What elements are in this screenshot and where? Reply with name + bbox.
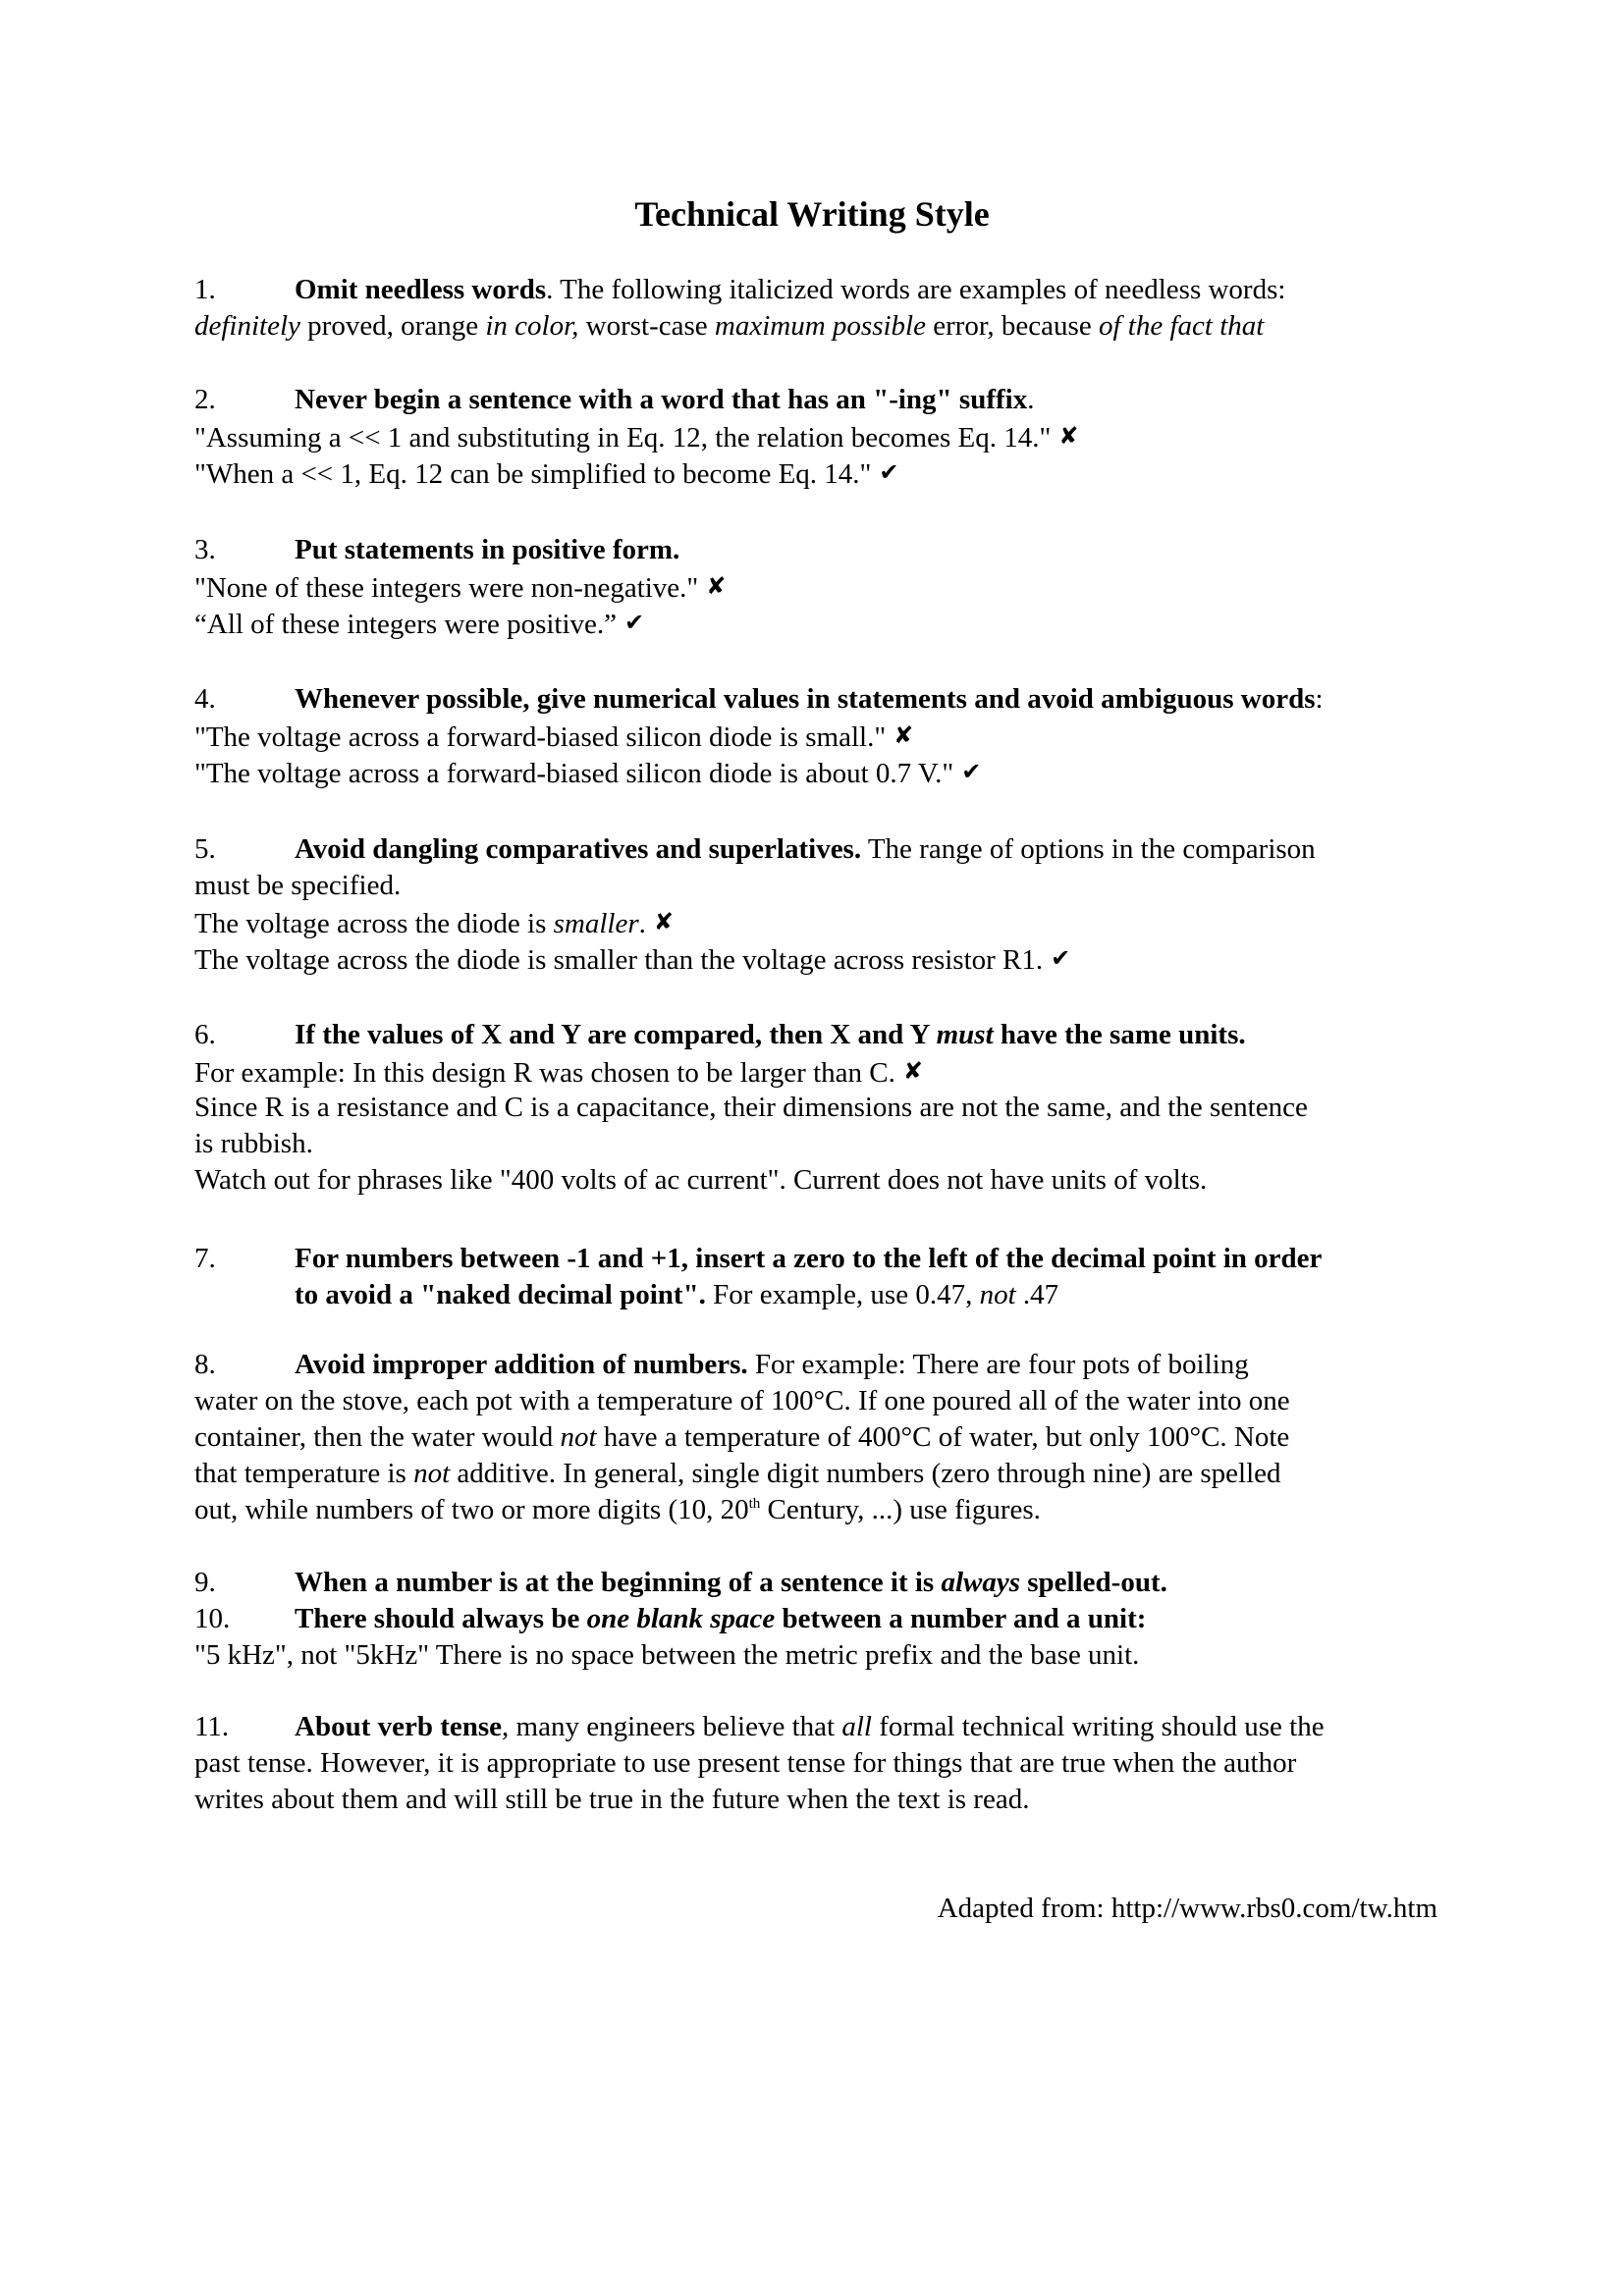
check-icon: ✔	[961, 758, 982, 785]
rule-item-11	[194, 1709, 1434, 1818]
good-example: The voltage across the diode is smaller than the voltage across resistor R1.	[194, 944, 1044, 976]
cross-icon: ✘	[893, 721, 914, 749]
example-text: .	[638, 908, 646, 939]
rule-text: .	[1027, 384, 1035, 415]
rule-text: additive. In general, single digit numbers (zero through nine) are spelled	[450, 1458, 1281, 1489]
rule-text: .47	[1015, 1279, 1059, 1310]
item-number: 4.	[194, 683, 216, 715]
rule-item-3	[194, 532, 1434, 641]
rule-text: container, then the water would	[194, 1421, 561, 1453]
rule-item-8	[194, 1347, 1434, 1528]
heading-italic: always	[941, 1567, 1021, 1598]
rule-text: must be specified.	[194, 870, 402, 901]
heading-text: between a number and a unit:	[775, 1603, 1147, 1634]
good-example: “All of these integers were positive.”	[194, 609, 618, 640]
heading-text: have the same units.	[993, 1019, 1246, 1050]
bad-example	[194, 908, 646, 939]
check-icon: ✔	[624, 609, 645, 636]
heading-text: When a number is at the beginning of a sentence it is	[295, 1567, 942, 1598]
check-icon: ✔	[879, 458, 899, 486]
item-number: 9.	[194, 1567, 216, 1598]
bad-example: "None of these integers were non-negative."	[194, 572, 699, 604]
heading-text: If the values of X and Y are compared, then X and Y	[295, 1019, 937, 1050]
rule-heading: Omit needless words	[295, 274, 547, 305]
rule-text: worst-case	[578, 310, 715, 342]
item-number: 11.	[194, 1711, 230, 1742]
rule-text: Century, ...) use figures.	[760, 1494, 1041, 1525]
item-number: 3.	[194, 534, 216, 565]
rule-text: The range of options in the comparison	[861, 833, 1316, 865]
example-italic: smaller	[553, 908, 639, 939]
cross-icon: ✘	[902, 1057, 923, 1085]
heading-italic: must	[936, 1019, 994, 1050]
check-icon: ✔	[1051, 944, 1071, 972]
cross-icon: ✘	[1058, 422, 1079, 450]
rule-item-4	[194, 681, 1434, 790]
heading-text: spelled-out.	[1020, 1567, 1167, 1598]
rule-heading: Never begin a sentence with a word that has an "-ing" suffix	[295, 384, 1028, 415]
rule-text: have a temperature of 400°C of water, but only 100°C. Note	[596, 1421, 1290, 1453]
rule-text: "5 kHz", not "5kHz" There is no space between the metric prefix and the base unit.	[194, 1639, 1140, 1671]
rule-item-9	[194, 1565, 1434, 1601]
source-attribution: Adapted from: http://www.rbs0.com/tw.htm	[937, 1893, 1437, 1924]
cross-icon: ✘	[706, 572, 727, 600]
good-example: "The voltage across a forward-biased silicon diode is about 0.7 V."	[194, 758, 954, 789]
good-example: "When a << 1, Eq. 12 can be simplified to become Eq. 14."	[194, 458, 872, 490]
rule-heading: About verb tense	[295, 1711, 503, 1742]
cross-icon: ✘	[653, 908, 674, 935]
item-number: 8.	[194, 1349, 216, 1380]
rule-heading: Whenever possible, give numerical values in statements and avoid ambiguous words	[295, 683, 1316, 715]
rule-italic: not	[413, 1458, 451, 1489]
bad-example: "The voltage across a forward-biased silicon diode is small."	[194, 721, 887, 753]
rule-text: For example, use 0.47,	[705, 1279, 980, 1310]
rule-item-10	[194, 1601, 1434, 1674]
rule-text: error, because	[926, 310, 1099, 342]
rule-text: . The following italicized words are examples of needless words:	[546, 274, 1286, 305]
needless-word: maximum possible	[714, 310, 926, 342]
page-title: Technical Writing Style	[634, 194, 990, 234]
rule-text: is rubbish.	[194, 1128, 313, 1159]
needless-word: definitely	[194, 310, 300, 342]
rule-text: For example: There are four pots of boiling	[747, 1349, 1249, 1380]
heading-italic: one blank space	[586, 1603, 776, 1634]
rule-text: writes about them and will still be true in the future when the text is read.	[194, 1784, 1030, 1815]
rule-heading: to avoid a "naked decimal point".	[295, 1279, 706, 1310]
rule-text: , many engineers believe that	[502, 1711, 842, 1742]
rule-heading	[295, 1567, 1167, 1598]
rule-text: formal technical writing should use the	[871, 1711, 1325, 1742]
bad-example: "Assuming a << 1 and substituting in Eq. 12, the relation becomes Eq. 14."	[194, 422, 1052, 454]
rule-item-2	[194, 382, 1434, 491]
needless-word: in color,	[485, 310, 579, 342]
rule-heading	[295, 1019, 1246, 1050]
item-number: 10.	[194, 1603, 231, 1634]
rule-italic: not	[979, 1279, 1016, 1310]
rule-heading: Put statements in positive form.	[295, 534, 680, 565]
rule-text: proved, orange	[299, 310, 486, 342]
rule-heading: Avoid improper addition of numbers.	[295, 1349, 748, 1380]
needless-word: of the fact that	[1098, 310, 1265, 342]
rule-heading: For numbers between -1 and +1, insert a zero to the left of the decimal point in order	[295, 1243, 1323, 1274]
rule-text: past tense. However, it is appropriate to use present tense for things that are true when the author	[194, 1747, 1297, 1779]
bad-example: For example: In this design R was chosen to be larger than C.	[194, 1057, 895, 1089]
rule-heading	[295, 1603, 1146, 1634]
item-number: 6.	[194, 1019, 216, 1050]
rule-heading: Avoid dangling comparatives and superlatives.	[295, 833, 862, 865]
rule-item-1	[194, 272, 1434, 345]
rule-item-5	[194, 831, 1434, 977]
item-number: 1.	[194, 274, 216, 305]
rule-italic: all	[841, 1711, 872, 1742]
heading-text: There should always be	[295, 1603, 587, 1634]
rule-text: :	[1315, 683, 1324, 715]
example-text: The voltage across the diode is	[194, 908, 554, 939]
item-number: 7.	[194, 1243, 216, 1274]
rule-item-7	[194, 1241, 1434, 1313]
rule-item-6	[194, 1017, 1434, 1199]
rule-italic: not	[560, 1421, 597, 1453]
rule-text: out, while numbers of two or more digits (10, 20	[194, 1494, 749, 1525]
ordinal-suffix: th	[748, 1496, 761, 1512]
rule-text: Watch out for phrases like "400 volts of ac current". Current does not have units of volts.	[194, 1164, 1208, 1196]
rule-text: Since R is a resistance and C is a capacitance, their dimensions are not the same, and the sentence	[194, 1092, 1308, 1123]
item-number: 2.	[194, 384, 216, 415]
rule-text: water on the stove, each pot with a temperature of 100°C. If one poured all of the water into one	[194, 1385, 1290, 1416]
rule-text: that temperature is	[194, 1458, 414, 1489]
item-number: 5.	[194, 833, 216, 865]
